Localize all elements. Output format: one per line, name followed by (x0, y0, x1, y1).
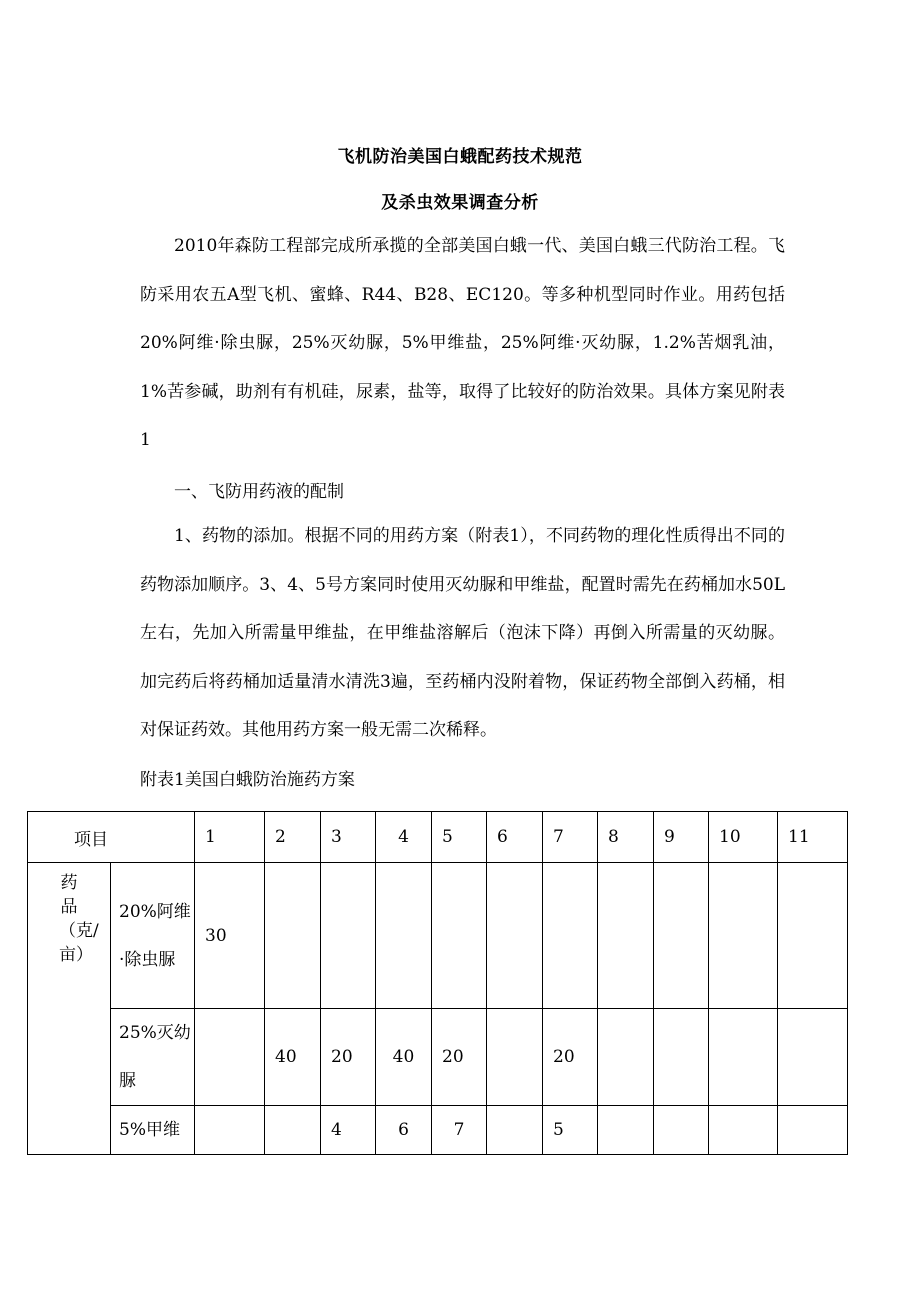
table-row (28, 1106, 848, 1155)
table-row (28, 1009, 848, 1106)
intro-paragraph: 2010年森防工程部完成所承揽的全部美国白蛾一代、美国白蛾三代防治工程。飞防采用农五A型飞机、蜜蜂、R44、B28、EC120。等多种机型同时作业。用药包括20%阿维·除虫脲，25%灭幼脲，5%甲维盐，25%阿维·灭幼脲，1.2%苦烟乳油，1%苦参碱，助剂有有机硅，尿素，盐等，取得了比较好的防治效果。具体方案见附表1 (140, 236, 785, 450)
plan-number: 7 (543, 812, 598, 863)
dose-cell (376, 863, 432, 1009)
dose-cell: 7 (432, 1106, 487, 1155)
dose-cell (195, 1106, 265, 1155)
dose-cell: 30 (195, 863, 265, 1009)
dose-cell: 20 (321, 1009, 376, 1106)
dose-cell (778, 1009, 848, 1106)
header-item-label: 项目 (28, 812, 195, 863)
table-caption: 附表1美国白蛾防治施药方案 (140, 770, 355, 790)
dose-cell (487, 1009, 543, 1106)
page-title: 飞机防治美国白蛾配药技术规范 (337, 147, 583, 167)
drug-name: 5%甲维 (111, 1106, 195, 1155)
plan-number: 2 (265, 812, 321, 863)
dose-cell (709, 1009, 778, 1106)
plan-number: 5 (432, 812, 487, 863)
dose-cell (432, 863, 487, 1009)
dose-cell: 40 (376, 1009, 432, 1106)
dose-cell (487, 1106, 543, 1155)
mixing-paragraph: 1、药物的添加。根据不同的用药方案（附表1），不同药物的理化性质得出不同的药物添加顺序。3、4、5号方案同时使用灭幼脲和甲维盐，配置时需先在药桶加水50L左右，先加入所需量甲维盐，在甲维盐溶解后（泡沫下降）再倒入所需量的灭幼脲。加完药后将药桶加适量清水清洗3遍，至药桶内没附着物，保证药物全部倒入药桶，相对保证药效。其他用药方案一般无需二次稀释。 (140, 526, 785, 740)
dose-cell (709, 863, 778, 1009)
plan-number: 6 (487, 812, 543, 863)
dose-cell (265, 863, 321, 1009)
dose-cell (598, 1009, 654, 1106)
dose-cell (265, 1106, 321, 1155)
dose-cell (654, 1009, 709, 1106)
table-header-row (28, 812, 848, 863)
dose-cell (598, 863, 654, 1009)
dose-cell (778, 1106, 848, 1155)
drug-name: 25%灭幼脲 (111, 1009, 195, 1106)
section-heading: 一、飞防用药液的配制 (174, 482, 344, 502)
dose-cell (543, 863, 598, 1009)
dose-cell: 5 (543, 1106, 598, 1155)
drug-name: 20%阿维·除虫脲 (111, 863, 195, 1009)
dose-cell (195, 1009, 265, 1106)
category-label: 药品（克/亩） (28, 863, 111, 1155)
plan-number: 8 (598, 812, 654, 863)
dose-cell (709, 1106, 778, 1155)
dose-cell (487, 863, 543, 1009)
dose-cell: 20 (543, 1009, 598, 1106)
dose-cell: 20 (432, 1009, 487, 1106)
plan-number: 11 (778, 812, 848, 863)
dose-cell (778, 863, 848, 1009)
spray-plan-table (27, 811, 848, 1155)
plan-number: 10 (709, 812, 778, 863)
table-row (28, 863, 848, 1009)
plan-number: 4 (376, 812, 432, 863)
page-subtitle: 及杀虫效果调查分析 (381, 193, 539, 213)
plan-number: 1 (195, 812, 265, 863)
dose-cell (321, 863, 376, 1009)
dose-cell (598, 1106, 654, 1155)
dose-cell (654, 863, 709, 1009)
plan-number: 9 (654, 812, 709, 863)
dose-cell (654, 1106, 709, 1155)
dose-cell: 6 (376, 1106, 432, 1155)
dose-cell: 4 (321, 1106, 376, 1155)
dose-cell: 40 (265, 1009, 321, 1106)
plan-number: 3 (321, 812, 376, 863)
